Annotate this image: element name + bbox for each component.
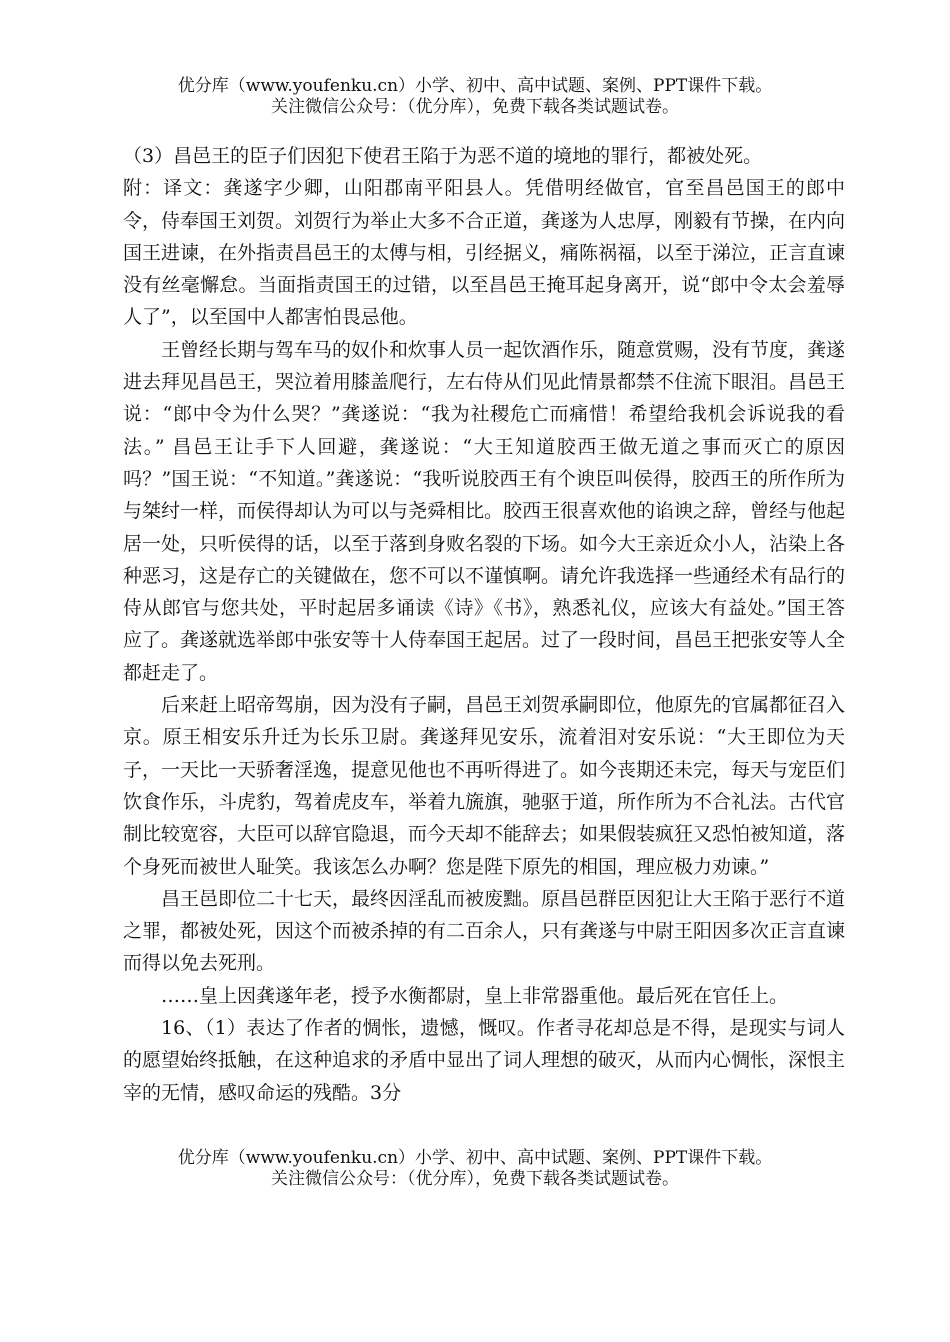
answer-16-paragraph: 16、（1）表达了作者的惆怅，遗憾，慨叹。作者寻花却总是不得，是现实与词人的愿望始终抵触，在这种追求的矛盾中显出了词人理想的破灭，从而内心惆怅，深恨主宰的无情，感叹命运的残酷。3分 bbox=[123, 1017, 846, 1104]
header-line-2: 关注微信公众号：（优分库），免费下载各类试题试卷。 bbox=[271, 97, 679, 117]
appendix-paragraph bbox=[123, 172, 845, 333]
translation-paragraph-2: 王曾经长期与驾车马的奴仆和炊事人员一起饮酒作乐，随意赏赐，没有节度，龚遂进去拜见昌邑王，哭泣着用膝盖爬行，左右侍从们见此情景都禁不住流下眼泪。昌邑王说：“郎中令为什么哭？”龚遂说：“我为社稷危亡而痛惜！希望给我机会诉说我的看法。” 昌邑王让手下人回避，龚遂说：“大王知道胶西王做无道之事而灭亡的原因吗？”国王说：“不知道。”龚遂说：“我听说胶西王有个谀臣叫侯得，胶西王的所作所为与桀纣一样，而侯得却认为可以与尧舜相比。胶西王很喜欢他的谄谀之辞，曾经与他起居一处，只听侯得的话，以至于落到身败名裂的下场。如今大王亲近众小人，沾染上各种恶习，这是存亡的关键做在，您不可以不谨慎啊。请允许我选择一些通经术有品行的侍从郎官与您共处，平时起居多诵读《诗》《书》，熟悉礼仪，应该大有益处。”国王答应了。龚遂就选举郎中张安等十人侍奉国王起居。过了一段时间，昌邑王把张安等人全都赶走了。 bbox=[123, 338, 846, 684]
appendix-text: 译文：龚遂字少卿，山阳郡南平阳县人。凭借明经做官，官至昌邑国王的郎中令，侍奉国王刘贺。刘贺行为举止大多不合正道，龚遂为人忠厚，刚毅有节操，在内向国王进谏，在外指责昌邑王的太傅与相，引经据义，痛陈祸福，以至于涕泣，正言直谏没有丝毫懈怠。当面指责国王的过错，以至昌邑王掩耳起身离开，说“郎中令太会羞辱人了”，以至国中人都害怕畏忌他。 bbox=[123, 177, 846, 329]
footer-line-1: 优分库（www.youfenku.cn）小学、初中、高中试题、案例、PPT课件下载。 bbox=[177, 1148, 773, 1168]
header-line-1: 优分库（www.youfenku.cn）小学、初中、高中试题、案例、PPT课件下载。 bbox=[177, 76, 773, 96]
page-header bbox=[0, 76, 950, 118]
translation-paragraph-4: 昌王邑即位二十七天，最终因淫乱而被废黜。原昌邑群臣因犯让大王陷于恶行不道之罪，都被处死，因这个而被杀掉的有二百余人，只有龚遂与中尉王阳因多次正言直谏而得以免去死刑。 bbox=[123, 887, 846, 975]
translation-paragraph-5: ……皇上因龚遂年老，授予水衡都尉，皇上非常器重他。最后死在官任上。 bbox=[161, 984, 789, 1007]
appendix-label: 附： bbox=[123, 177, 164, 200]
document-body bbox=[123, 140, 845, 1109]
page-footer bbox=[0, 1148, 950, 1190]
answer-paragraph-3: （3）昌邑王的臣子们因犯下使君王陷于为恶不道的境地的罪行，都被处死。 bbox=[123, 145, 763, 167]
footer-line-2: 关注微信公众号：（优分库），免费下载各类试题试卷。 bbox=[271, 1169, 679, 1189]
translation-paragraph-3: 后来赶上昭帝驾崩，因为没有子嗣，昌邑王刘贺承嗣即位，他原先的官属都征召入京。原王相安乐升迁为长乐卫尉。龚遂拜见安乐，流着泪对安乐说：“大王即位为天子，一天比一天骄奢淫逸，提意见他也不再听得进了。如今丧期还未完，每天与宠臣们饮食作乐，斗虎豹，驾着虎皮车，举着九旒旗，驰驱于道，所作所为不合礼法。古代官制比较宽容，大臣可以辞官隐退，而今天却不能辞去；如果假装疯狂又恐怕被知道，落个身死而被世人耻笑。我该怎么办啊？您是陛下原先的相国，理应极力劝谏。” bbox=[123, 694, 846, 878]
